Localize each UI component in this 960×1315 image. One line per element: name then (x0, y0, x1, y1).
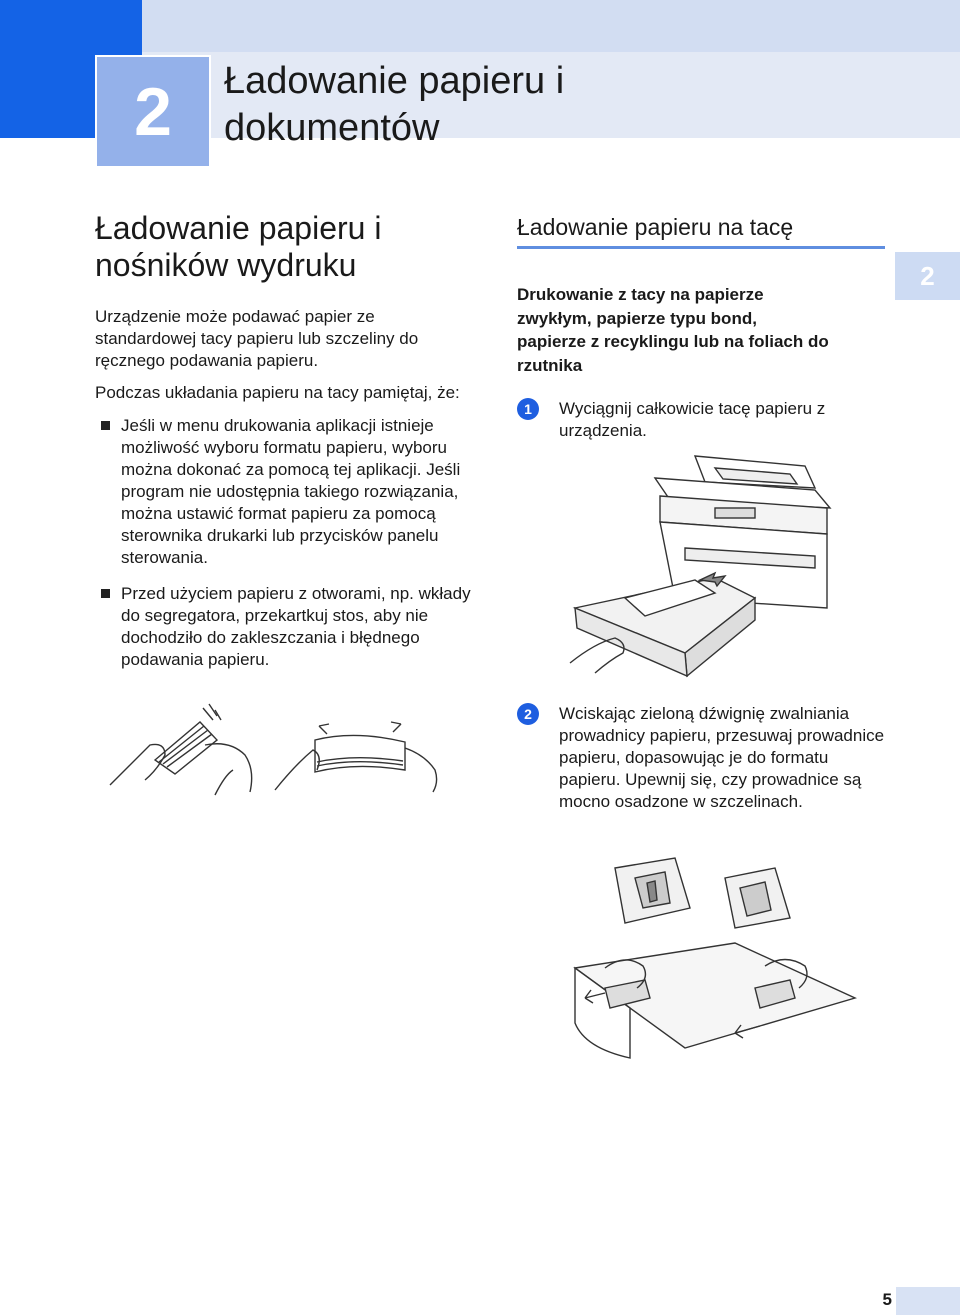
chapter-title-line: Ładowanie papieru i (224, 60, 565, 102)
page-number-tab (896, 1287, 960, 1315)
intro-paragraph: Urządzenie może podawać papier ze standardowej tacy papieru lub szczeliny do ręcznego podawania papieru. (95, 307, 419, 370)
square-bullet-icon (101, 589, 110, 598)
list-item-text: Jeśli w menu drukowania aplikacji istnieje możliwość wyboru formatu papieru, wyboru można dokonać za pomocą tej aplikacji. Jeśli program nie udostępnia takiego rozwiązania, można ustawić format papieru za pomocą sterownika drukarki lub przycisków panelu sterowania. (121, 416, 461, 567)
fanning-paper-illustration (105, 700, 445, 800)
chapter-side-tab: 2 (895, 252, 960, 300)
right-subheading (517, 283, 892, 377)
step-number-badge: 2 (517, 703, 539, 725)
subheading-line: papierze z recyklingu lub na foliach do (517, 332, 829, 351)
header-top-bar (0, 0, 960, 52)
step-number-badge: 1 (517, 398, 539, 420)
step-text: Wyciągnij całkowicie tacę papieru z urządzenia. (559, 399, 826, 440)
intro-paragraph-2: Podczas układania papieru na tacy pamiętaj, że: (95, 383, 460, 402)
page-number: 5 (882, 1290, 892, 1309)
chapter-title-line: dokumentów (224, 107, 440, 149)
list-item-text: Przed użyciem papieru z otworami, np. wkłady do segregatora, przekartkuj stos, aby nie dochodziło do zakleszczania i błędnego podawania papieru. (121, 584, 471, 669)
section-title (95, 210, 495, 284)
subheading-line: Drukowanie z tacy na papierze (517, 285, 764, 304)
square-bullet-icon (101, 421, 110, 430)
tips-list (95, 415, 485, 685)
right-section-heading: Ładowanie papieru na tacę (517, 212, 885, 249)
subheading-line: rzutnika (517, 355, 583, 375)
chapter-title (224, 58, 924, 152)
section-title-line: nośników wydruku (95, 247, 357, 283)
subheading-line: zwykłym, papierze typu bond, (517, 308, 757, 328)
section-title-line: Ładowanie papieru i (95, 210, 382, 246)
printer-tray-illustration (565, 448, 835, 688)
list-item (95, 415, 485, 569)
chapter-number-box: 2 (95, 55, 211, 168)
list-item (95, 583, 485, 671)
paper-guide-illustration (555, 848, 865, 1088)
step-text: Wciskając zieloną dźwignię zwalniania prowadnicy papieru, przesuwaj prowadnice papieru, dopasowując je do formatu papieru. Upewnij się, czy prowadnice są mocno osadzone w szczelinach. (559, 704, 885, 811)
